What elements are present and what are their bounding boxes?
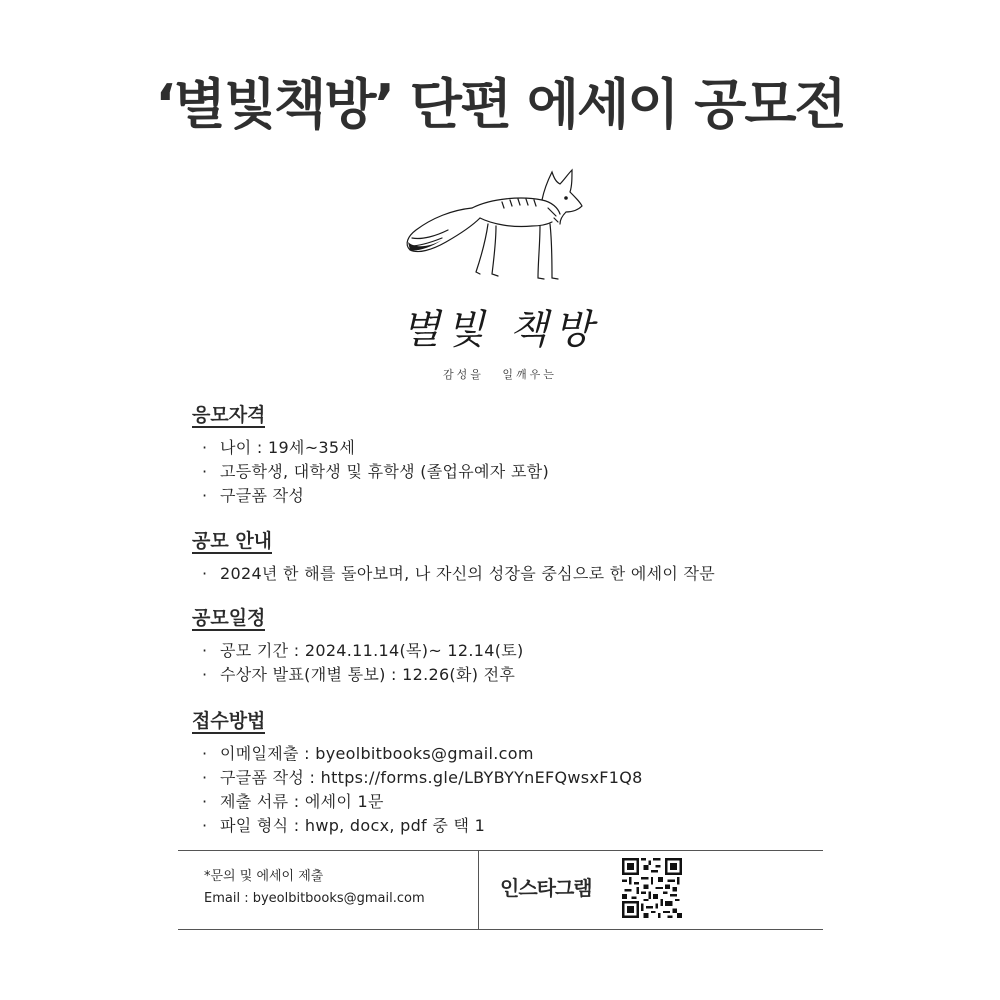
footer-top-rule [178,850,823,851]
instagram-label: 인스타그램 [500,876,592,900]
contact-block [204,866,425,910]
contact-label: *문의 및 에세이 제출 [204,869,324,884]
section-schedule [192,607,524,687]
logo-wordmark: 별빛 책방 [401,307,599,353]
footer-divider [478,850,479,929]
list-item: · 구글폼 작성 [202,486,305,505]
list-item: · 제출 서류 : 에세이 1문 [202,792,384,811]
section-heading: 공모일정 [192,607,266,629]
list-item: · 이메일제출 : byeolbitbooks@gmail.com [202,744,534,763]
list-item: · 수상자 발표(개별 통보) : 12.26(화) 전후 [202,665,516,684]
list-item: · 공모 기간 : 2024.11.14(목)~ 12.14(토) [202,641,524,660]
footer-bottom-rule [178,929,823,930]
list-item: · 2024년 한 해를 돌아보며, 나 자신의 성장을 중심으로 한 에세이 작문 [202,564,716,583]
section-submission [192,710,643,838]
section-heading: 공모 안내 [192,530,273,552]
section-eligibility [192,404,549,508]
section-heading: 응모자격 [192,404,266,426]
qr-code-icon[interactable] [622,858,682,918]
contact-email: Email : byeolbitbooks@gmail.com [204,891,425,906]
list-item: · 고등학생, 대학생 및 휴학생 (졸업유예자 포함) [202,462,550,481]
list-item: · 구글폼 작성 : https://forms.gle/LBYBYYnEFQwsxF1Q8 [202,768,643,787]
list-item: · 나이 : 19세~35세 [202,438,356,457]
section-heading: 접수방법 [192,710,266,732]
section-guide [192,530,715,586]
poster-title: ‘별빛책방’ 단편 에세이 공모전 [155,73,845,136]
list-item: · 파일 형식 : hwp, docx, pdf 중 택 1 [202,816,486,835]
logo-tagline: 감성을 일깨우는 [443,368,557,381]
fox-illustration [402,168,584,286]
